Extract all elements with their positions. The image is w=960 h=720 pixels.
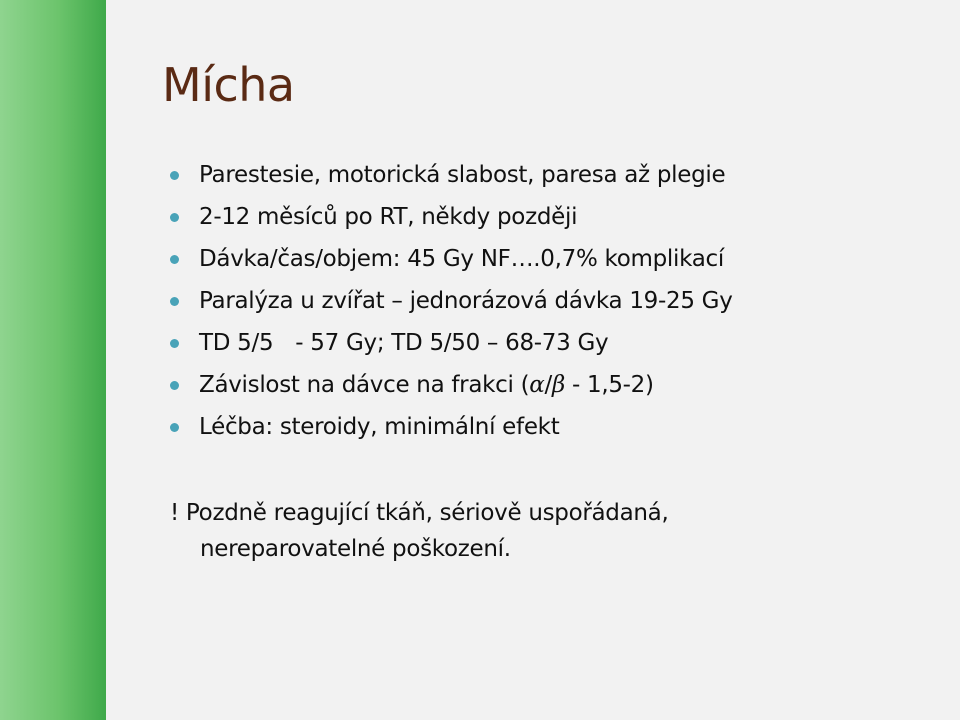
bullet-dot-icon [170, 339, 179, 348]
note-line-1: ! Pozdně reagující tkáň, sériově uspořádaná, [170, 500, 669, 526]
slide-title: Mícha [162, 58, 295, 112]
bullet-text: 2-12 měsíců po RT, někdy později [199, 204, 578, 230]
td-part2: - 57 Gy; TD 5/50 – 68-73 Gy [295, 330, 609, 356]
bullet-dot-icon [170, 255, 179, 264]
bullet-item-onset [170, 196, 733, 238]
dependency-suffix: - 1,5-2) [564, 372, 654, 398]
bullet-item-symptoms [170, 154, 733, 196]
bullet-item-paralysis [170, 280, 733, 322]
bullet-dot-icon [170, 297, 179, 306]
bullet-text: Léčba: steroidy, minimální efekt [199, 414, 560, 440]
td-part1: TD 5/5 [199, 330, 274, 356]
bullet-dot-icon [170, 423, 179, 432]
bullet-text: Parestesie, motorická slabost, paresa až plegie [199, 162, 726, 188]
bullet-item-dependency [170, 364, 733, 406]
ratio-slash: / [544, 372, 552, 398]
bullet-dot-icon [170, 171, 179, 180]
bullet-item-td [170, 322, 733, 364]
bullet-dot-icon [170, 381, 179, 390]
bullet-text: Dávka/čas/objem: 45 Gy NF….0,7% komplikací [199, 246, 724, 272]
note-paragraph [170, 495, 668, 567]
bullet-item-treatment [170, 406, 733, 448]
bullet-dot-icon [170, 213, 179, 222]
alpha-symbol: α [529, 372, 545, 398]
bullet-list [170, 154, 733, 448]
bullet-text: Paralýza u zvířat – jednorázová dávka 19-25 Gy [199, 288, 733, 314]
note-line-2: nereparovatelné poškození. [200, 536, 511, 562]
green-accent-bar [0, 0, 106, 720]
dependency-prefix: Závislost na dávce na frakci ( [199, 372, 530, 398]
bullet-item-dose [170, 238, 733, 280]
beta-symbol: β [551, 372, 565, 398]
